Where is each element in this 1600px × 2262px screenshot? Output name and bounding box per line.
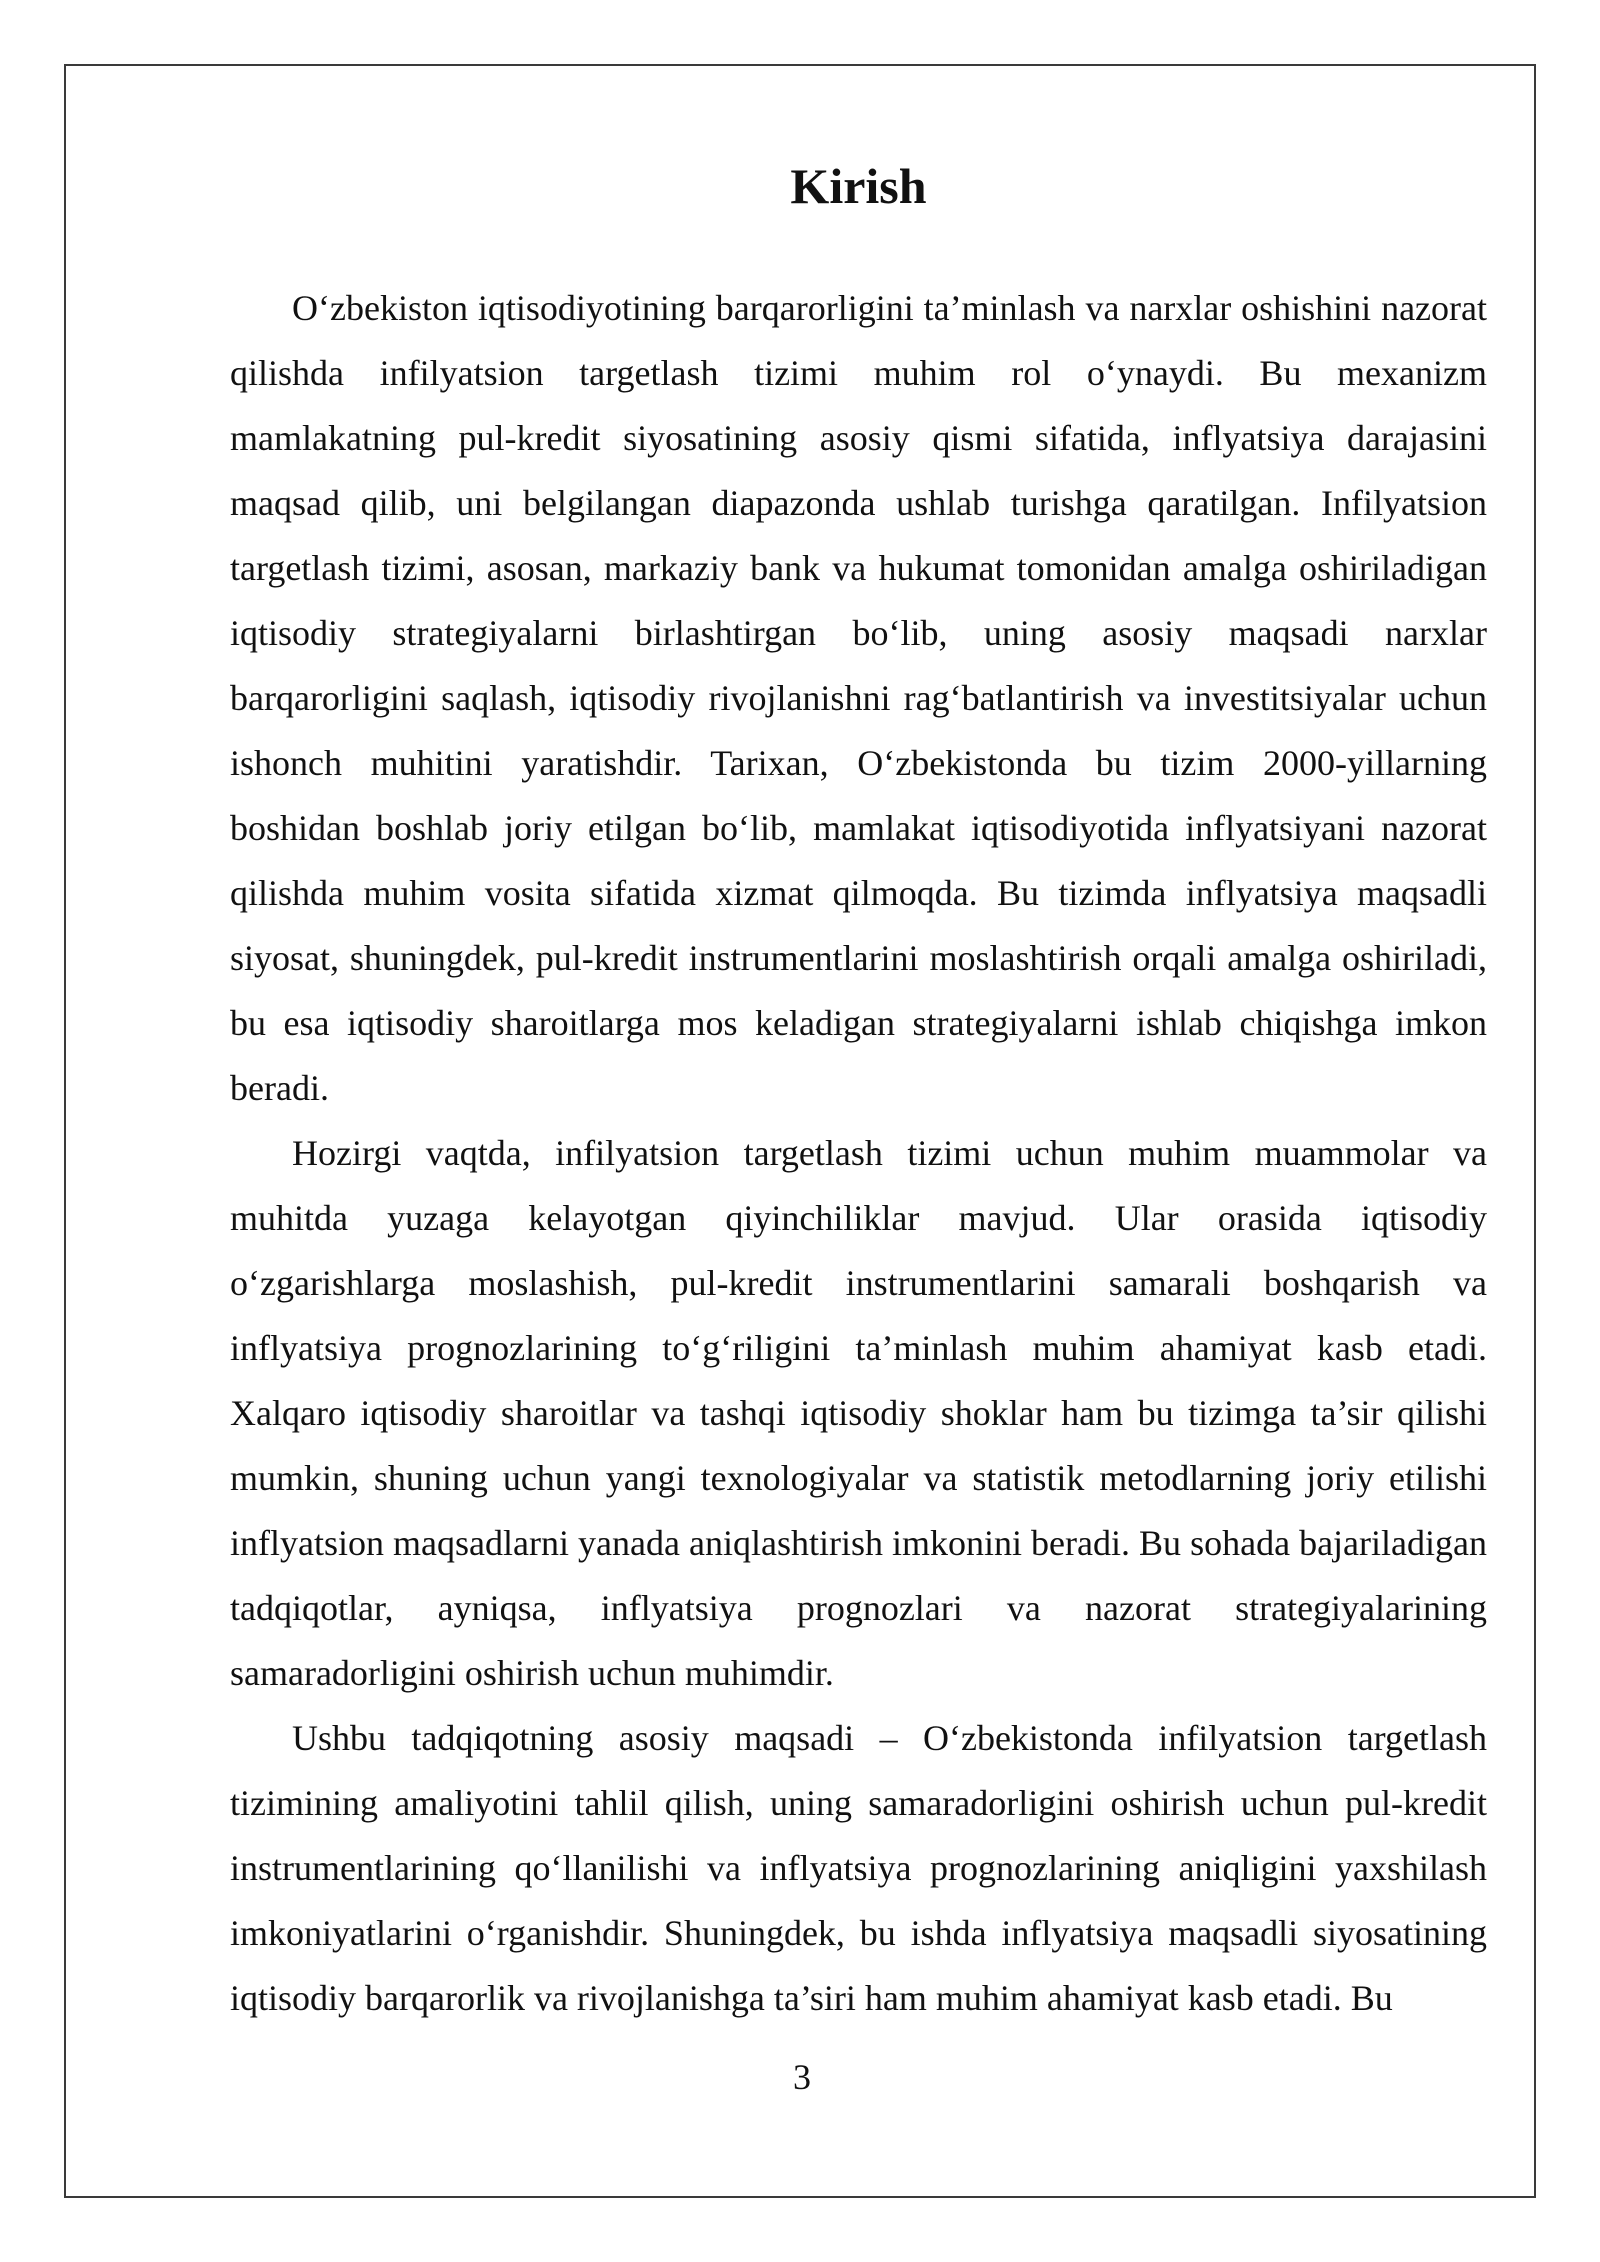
page-number: 3 bbox=[793, 2057, 811, 2097]
page-content bbox=[230, 156, 1487, 2031]
paragraph-1: O‘zbekiston iqtisodiyotining barqarorligini ta’minlash va narxlar oshishini nazorat qilishda infilyatsion targetlash tizimi muhim rol o‘ynaydi. Bu mexanizm mamlakatning pul-kredit siyosatining asosiy qismi sifatida, inflyatsiya darajasini maqsad qilib, uni belgilangan diapazonda ushlab turishga qaratilgan. Infilyatsion targetlash tizimi, asosan, markaziy bank va hukumat tomonidan amalga oshiriladigan iqtisodiy strategiyalarni birlashtirgan bo‘lib, uning asosiy maqsadi narxlar barqarorligini saqlash, iqtisodiy rivojlanishni rag‘batlantirish va investitsiyalar uchun ishonch muhitini yaratishdir. Tarixan, O‘zbekistonda bu tizim 2000-yillarning boshidan boshlab joriy etilgan bo‘lib, mamlakat iqtisodiyotida inflyatsiyani nazorat qilishda muhim vosita sifatida xizmat qilmoqda. Bu tizimda inflyatsiya maqsadli siyosat, shuningdek, pul-kredit instrumentlarini moslashtirish orqali amalga oshiriladi, bu esa iqtisodiy sharoitlarga mos keladigan strategiyalarni ishlab chiqishga imkon beradi. bbox=[230, 288, 1487, 1108]
page-frame bbox=[64, 64, 1536, 2198]
paragraph-2: Hozirgi vaqtda, infilyatsion targetlash tizimi uchun muhim muammolar va muhitda yuzaga kelayotgan qiyinchiliklar mavjud. Ular orasida iqtisodiy o‘zgarishlarga moslashish, pul-kredit instrumentlarini samarali boshqarish va inflyatsiya prognozlarining to‘g‘riligini ta’minlash muhim ahamiyat kasb etadi. Xalqaro iqtisodiy sharoitlar va tashqi iqtisodiy shoklar ham bu tizimga ta’sir qilishi mumkin, shuning uchun yangi texnologiyalar va statistik metodlarning joriy etilishi inflyatsion maqsadlarni yanada aniqlashtirish imkonini beradi. Bu sohada bajariladigan tadqiqotlar, ayniqsa, inflyatsiya prognozlari va nazorat strategiyalarining samaradorligini oshirish uchun muhimdir. bbox=[230, 1133, 1487, 1693]
page-title: Kirish bbox=[790, 158, 927, 214]
paragraph-3: Ushbu tadqiqotning asosiy maqsadi – O‘zbekistonda infilyatsion targetlash tizimining amaliyotini tahlil qilish, uning samaradorligini oshirish uchun pul-kredit instrumentlarining qo‘llanilishi va inflyatsiya prognozlarining aniqligini yaxshilash imkoniyatlarini o‘rganishdir. Shuningdek, bu ishda inflyatsiya maqsadli siyosatining iqtisodiy barqarorlik va rivojlanishga ta’siri ham muhim ahamiyat kasb etadi. Bu bbox=[230, 1718, 1487, 2018]
